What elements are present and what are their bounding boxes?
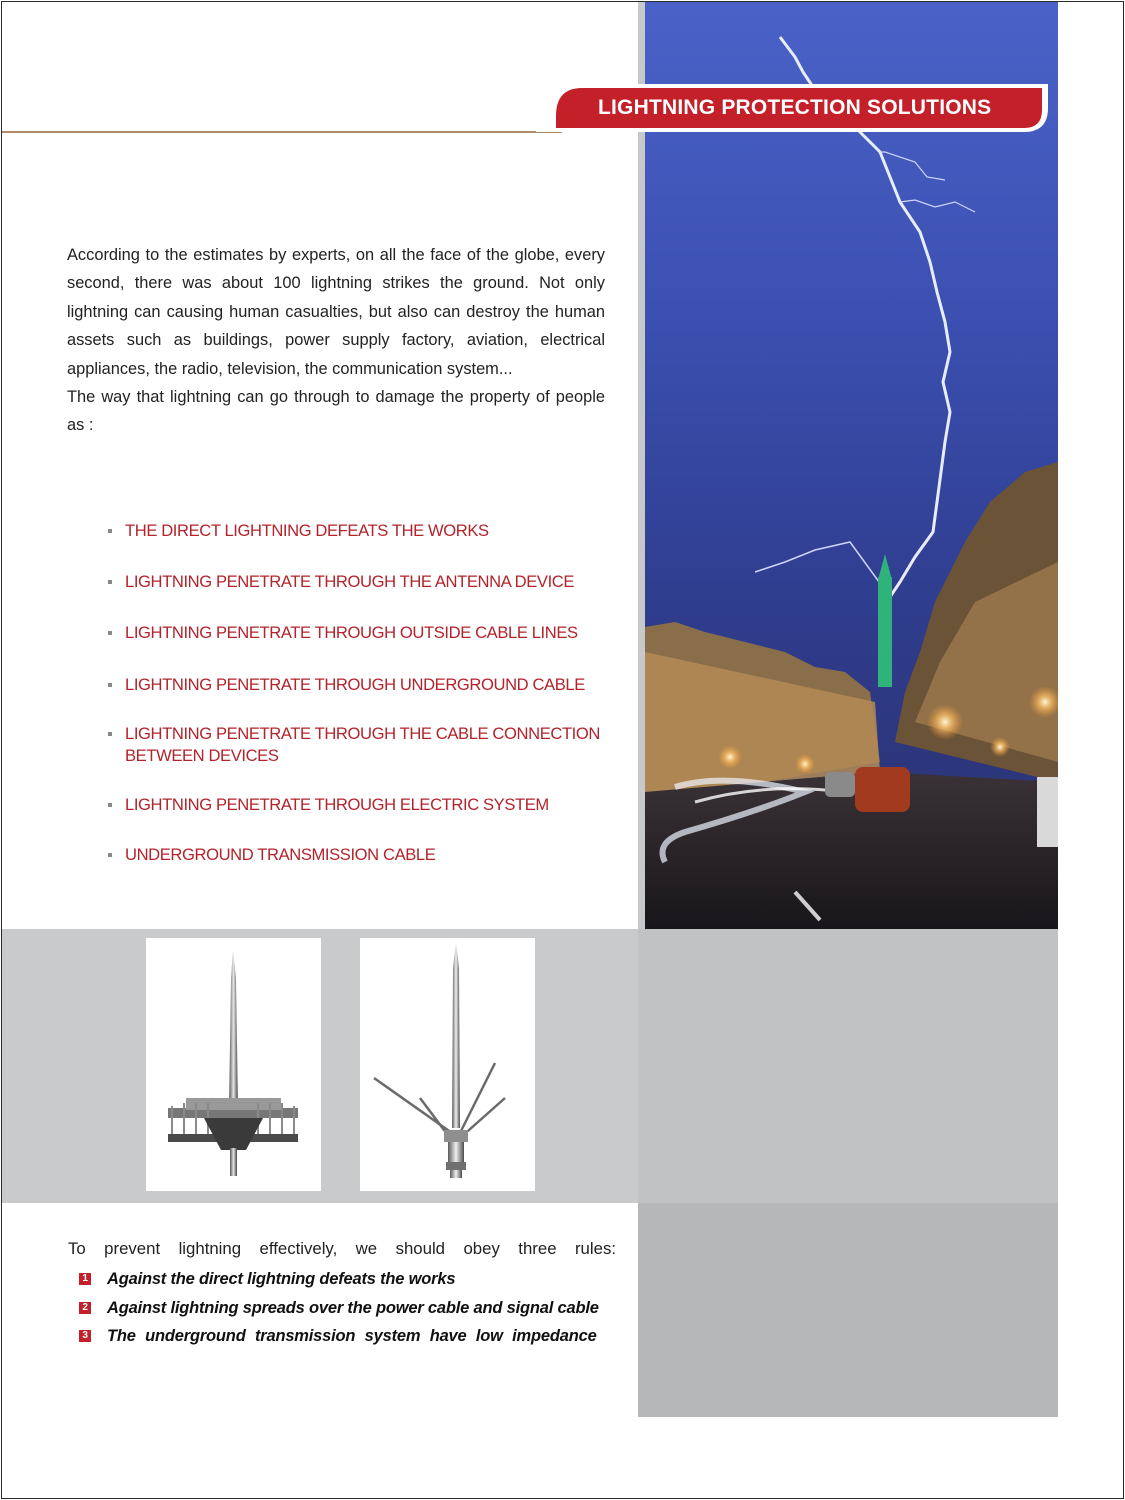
lightning-rod-disc-illustration xyxy=(146,938,321,1191)
header-rule xyxy=(2,131,562,133)
rule-number-badge: 3 xyxy=(79,1330,91,1342)
bullet-square-icon xyxy=(108,803,112,807)
bullet-square-icon xyxy=(108,631,112,635)
lower-right-panel xyxy=(638,1203,1058,1417)
rule-text: Against lightning spreads over the power cable and signal cable xyxy=(107,1298,599,1317)
intro-paragraph-2: The way that lightning can go through to damage the property of people as : xyxy=(67,388,605,435)
list-item: UNDERGROUND TRANSMISSION CABLE xyxy=(108,844,628,866)
list-item: LIGHTNING PENETRATE THROUGH THE CABLE CONNECTION BETWEEN DEVICES xyxy=(108,723,608,767)
rules-list xyxy=(79,1268,639,1354)
rules-intro: To prevent lightning effectively, we should obey three rules: xyxy=(68,1239,616,1258)
lightning-street-photo xyxy=(645,2,1058,929)
rule-text: Against the direct lightning defeats the works xyxy=(107,1270,456,1288)
bullet-square-icon xyxy=(108,683,112,687)
bullet-square-icon xyxy=(108,732,112,736)
bullet-square-icon xyxy=(108,580,112,584)
page-title: LIGHTNING PROTECTION SOLUTIONS xyxy=(598,96,992,119)
list-item: LIGHTNING PENETRATE THROUGH THE ANTENNA DEVICE xyxy=(108,571,628,593)
product-image-multi-spike-terminal xyxy=(360,938,535,1191)
lightning-street-illustration xyxy=(645,2,1058,929)
damage-path-list xyxy=(108,520,628,866)
bullet-square-icon xyxy=(108,529,112,533)
rule-item xyxy=(79,1325,639,1354)
lightning-rod-spikes-illustration xyxy=(360,938,535,1191)
rule-number-badge: 2 xyxy=(79,1302,91,1314)
rule-text: The underground transmission system have low impedance xyxy=(107,1327,597,1345)
bullet-square-icon xyxy=(108,853,112,857)
intro-paragraph-1: According to the estimates by experts, on all the face of the globe, every second, there was about 100 lightning strikes the ground. Not only lightning can causing human casualties, but also can destroy the human assets such as buildings, power supply factory, aviation, electrical appliances, the radio, television, the communication system... xyxy=(67,246,605,378)
list-item: THE DIRECT LIGHTNING DEFEATS THE WORKS xyxy=(108,520,628,542)
band-right-panel xyxy=(638,929,1058,1203)
car xyxy=(855,767,910,812)
rule-item xyxy=(79,1268,639,1297)
intro-text xyxy=(67,241,605,440)
list-item: LIGHTNING PENETRATE THROUGH UNDERGROUND CABLE xyxy=(108,674,628,696)
list-item: LIGHTNING PENETRATE THROUGH OUTSIDE CABLE LINES xyxy=(108,622,628,644)
rule-number-badge: 1 xyxy=(79,1273,91,1285)
green-tower xyxy=(878,577,892,687)
product-image-esd-air-terminal xyxy=(146,938,321,1191)
rule-item xyxy=(79,1297,639,1326)
list-item: LIGHTNING PENETRATE THROUGH ELECTRIC SYSTEM xyxy=(108,794,628,816)
